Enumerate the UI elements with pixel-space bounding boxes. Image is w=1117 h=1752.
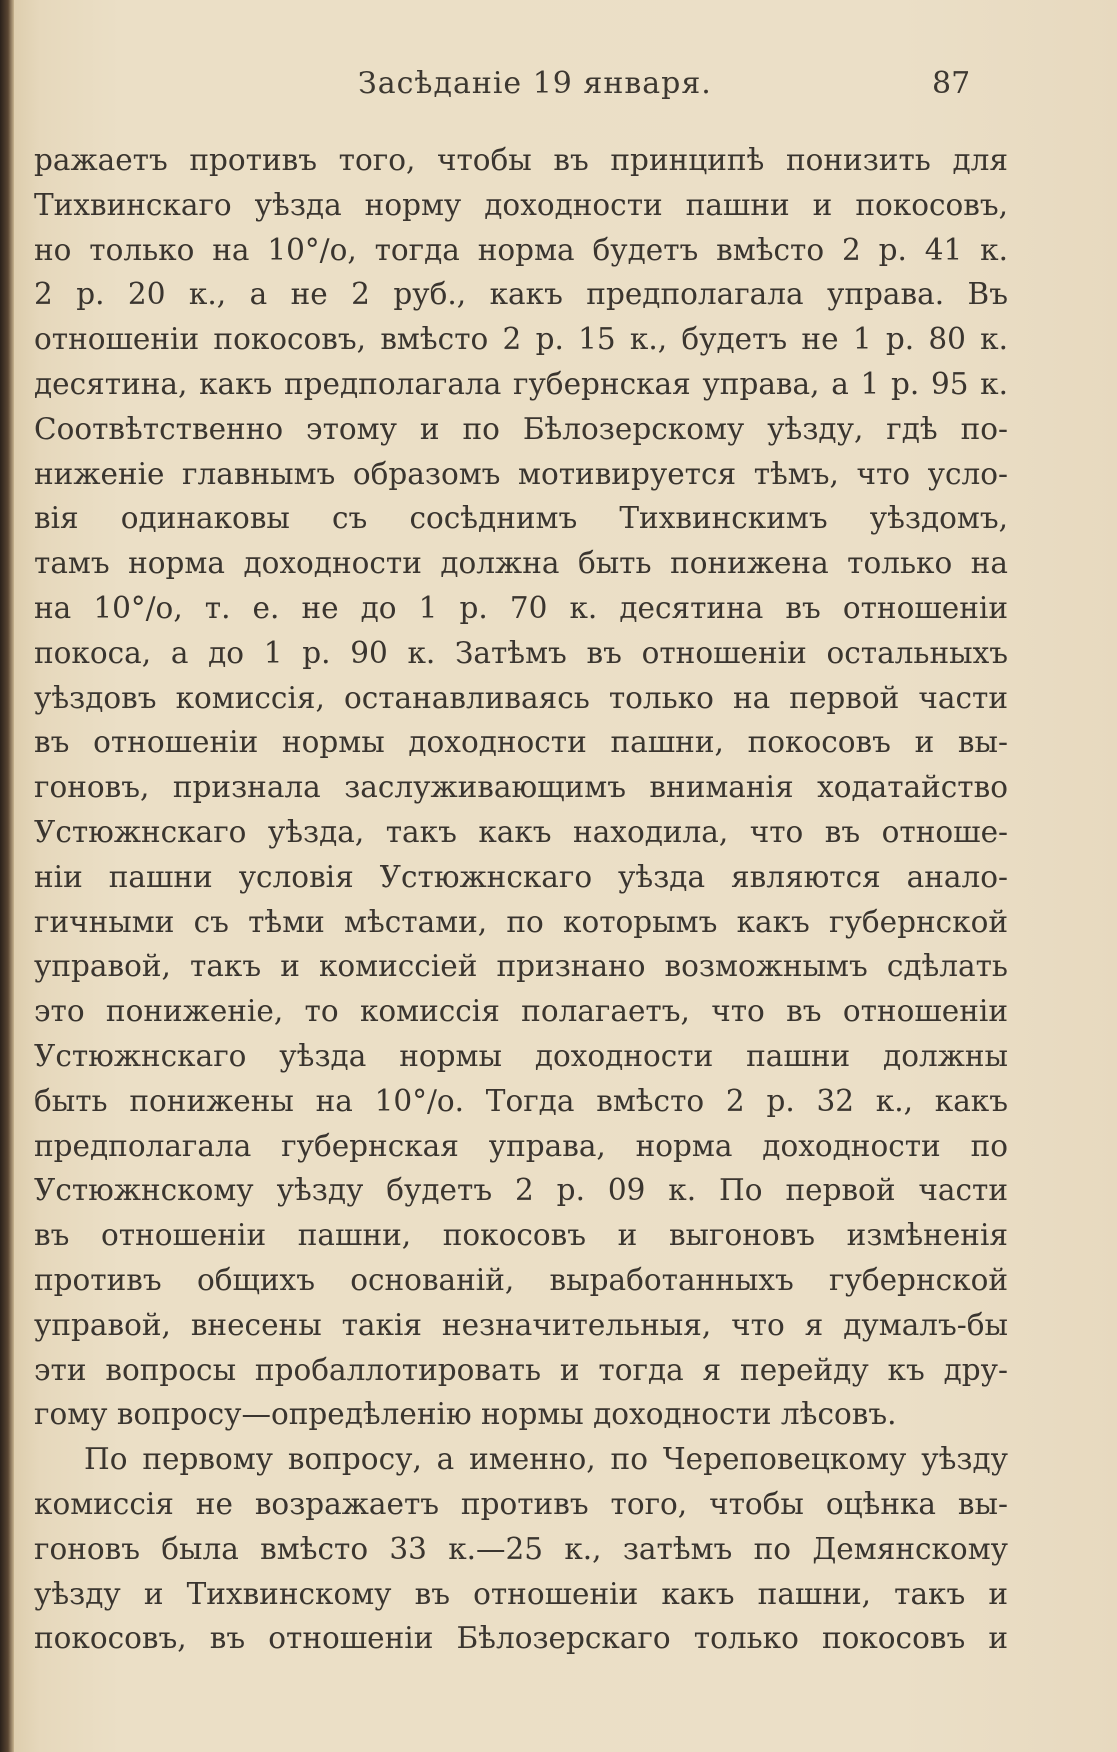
text-line: Тихвинскаго уѣзда норму доходности пашни и покосовъ, [34, 187, 1008, 222]
page-number: 87 [932, 66, 971, 101]
text-line: управой, внесены такія незначительныя, что я думалъ-бы [34, 1307, 1008, 1342]
text-line: уѣздовъ комиссія, останавливаясь только на первой части [34, 680, 1008, 715]
text-line: гоновъ, признала заслуживающимъ вниманія ходатайство [34, 770, 1008, 805]
text-line: эти вопросы пробаллотировать и тогда я перейду къ дру- [34, 1352, 1008, 1387]
text-line: въ отношеніи нормы доходности пашни, покосовъ и вы- [34, 725, 1008, 760]
text-line: вія одинаковы съ сосѣднимъ Тихвинскимъ уѣздомъ, [34, 501, 1008, 536]
text-line: гоновъ была вмѣсто 33 к.—25 к., затѣмъ по Демянскому [34, 1531, 1008, 1566]
text-line: управой, такъ и комиссіей признано возможнымъ сдѣлать [34, 949, 1008, 984]
text-line: Устюжнскаго уѣзда, такъ какъ находила, что въ отноше- [34, 814, 1008, 849]
text-line: отношеніи покосовъ, вмѣсто 2 р. 15 к., будетъ не 1 р. 80 к. [34, 322, 1008, 357]
running-title: Засѣданіе 19 января. [358, 66, 712, 101]
text-line: тамъ норма доходности должна быть понижена только на [34, 546, 1008, 581]
text-line: покосовъ, въ отношеніи Бѣлозерскаго только покосовъ и [34, 1621, 1008, 1656]
text-line: гому вопросу—опредѣленію нормы доходности лѣсовъ. [34, 1397, 897, 1432]
text-line: покоса, а до 1 р. 90 к. Затѣмъ въ отношеніи остальныхъ [34, 635, 1008, 670]
text-line: десятина, какъ предполагала губернская управа, а 1 р. 95 к. [34, 366, 1008, 401]
body-text [34, 138, 1008, 1661]
text-line: противъ общихъ основаній, выработанныхъ губернской [34, 1262, 1008, 1297]
text-line: это пониженіе, то комиссія полагаетъ, что въ отношеніи [34, 994, 1008, 1029]
text-line: быть понижены на 10°/о. Тогда вмѣсто 2 р. 32 к., какъ [34, 1083, 1008, 1118]
text-line: уѣзду и Тихвинскому въ отношеніи какъ пашни, такъ и [34, 1576, 1008, 1611]
paragraph-first-line: По первому вопросу, а именно, по Череповецкому уѣзду [84, 1442, 1008, 1477]
text-line: ніи пашни условія Устюжнскаго уѣзда являются анало- [34, 859, 1008, 894]
text-line: предполагала губернская управа, норма доходности по [34, 1128, 1008, 1163]
text-line: комиссія не возражаетъ противъ того, чтобы оцѣнка вы- [34, 1486, 1008, 1521]
text-line: Устюжнскому уѣзду будетъ 2 р. 09 к. По первой части [34, 1173, 1008, 1208]
text-line: въ отношеніи пашни, покосовъ и выгоновъ измѣненія [34, 1218, 1008, 1253]
text-line: на 10°/о, т. е. не до 1 р. 70 к. десятина въ отношеніи [34, 590, 1008, 625]
text-line: ниженіе главнымъ образомъ мотивируется тѣмъ, что усло- [34, 456, 1008, 491]
text-line: Устюжнскаго уѣзда нормы доходности пашни должны [34, 1038, 1008, 1073]
text-line: ражаетъ противъ того, чтобы въ принципѣ понизить для [34, 143, 1008, 177]
text-line: но только на 10°/о, тогда норма будетъ вмѣсто 2 р. 41 к. [34, 232, 1008, 267]
text-line: Соотвѣтственно этому и по Бѣлозерскому уѣзду, гдѣ по- [34, 411, 1008, 446]
book-spine-shadow [0, 0, 14, 1752]
text-line: гичными съ тѣми мѣстами, по которымъ какъ губернской [34, 904, 1008, 939]
text-line: 2 р. 20 к., а не 2 руб., какъ предполагала управа. Въ [34, 277, 1008, 312]
